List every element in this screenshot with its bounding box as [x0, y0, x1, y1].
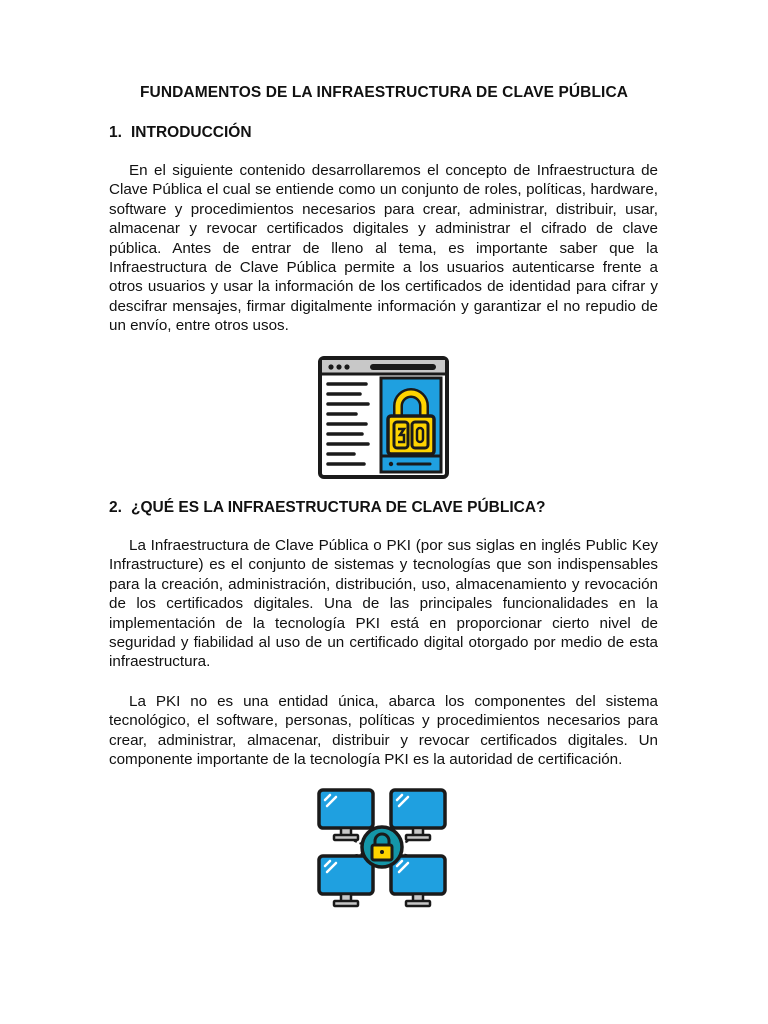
section-number: 1. [109, 124, 122, 141]
secure-browser-padlock-icon [318, 356, 449, 484]
section-1-heading [109, 124, 252, 142]
section-title: ¿QUÉ ES LA INFRAESTRUCTURA DE CLAVE PÚBLICA? [131, 499, 546, 516]
page-title: FUNDAMENTOS DE LA INFRAESTRUCTURA DE CLAVE PÚBLICA [139, 84, 629, 101]
intro-paragraph: En el siguiente contenido desarrollaremos el concepto de Infraestructura de Clave Pública el cual se entiende como un conjunto de roles, políticas, hardware, software y procedimientos necesarios para crear, administrar, distribuir, usar, almacenar y revocar certificados digitales y administrar el cifrado de clave pública. Antes de entrar de lleno al tema, es importante saber que la Infraestructura de Clave Pública permite a los usuarios autenticarse frente a otros usuarios y usar la información de los certificados de identidad para cifrar y descifrar mensajes, firmar digitalmente información y garantizar el no repudio de un envío, entre otros usos. [109, 162, 658, 335]
section-2-heading [109, 499, 545, 517]
pki-components-paragraph: La PKI no es una entidad única, abarca los componentes del sistema tecnológico, el software, personas, políticas y procedimientos necesarios para crear, administrar, almacenar, distribuir y revocar certificados digitales. Un componente importante de la tecnología PKI es la autoridad de certificación. [109, 693, 658, 769]
section-title: INTRODUCCIÓN [131, 124, 252, 141]
section-number: 2. [109, 499, 122, 516]
pki-definition-paragraph: La Infraestructura de Clave Pública o PKI (por sus siglas en inglés Public Key Infrastructure) es el conjunto de sistemas y tecnologías que son indispensables para la creación, administración, distribución, uso, almacenamiento y revocación de los certificados digitales. Una de las principales funcionalidades en la implementación de la tecnología PKI está en proporcionar cierto nivel de seguridad y fiabilidad al uso de un certificado digital otorgado por medio de esta infraestructura. [109, 537, 658, 671]
network-computers-lock-icon [316, 786, 448, 917]
